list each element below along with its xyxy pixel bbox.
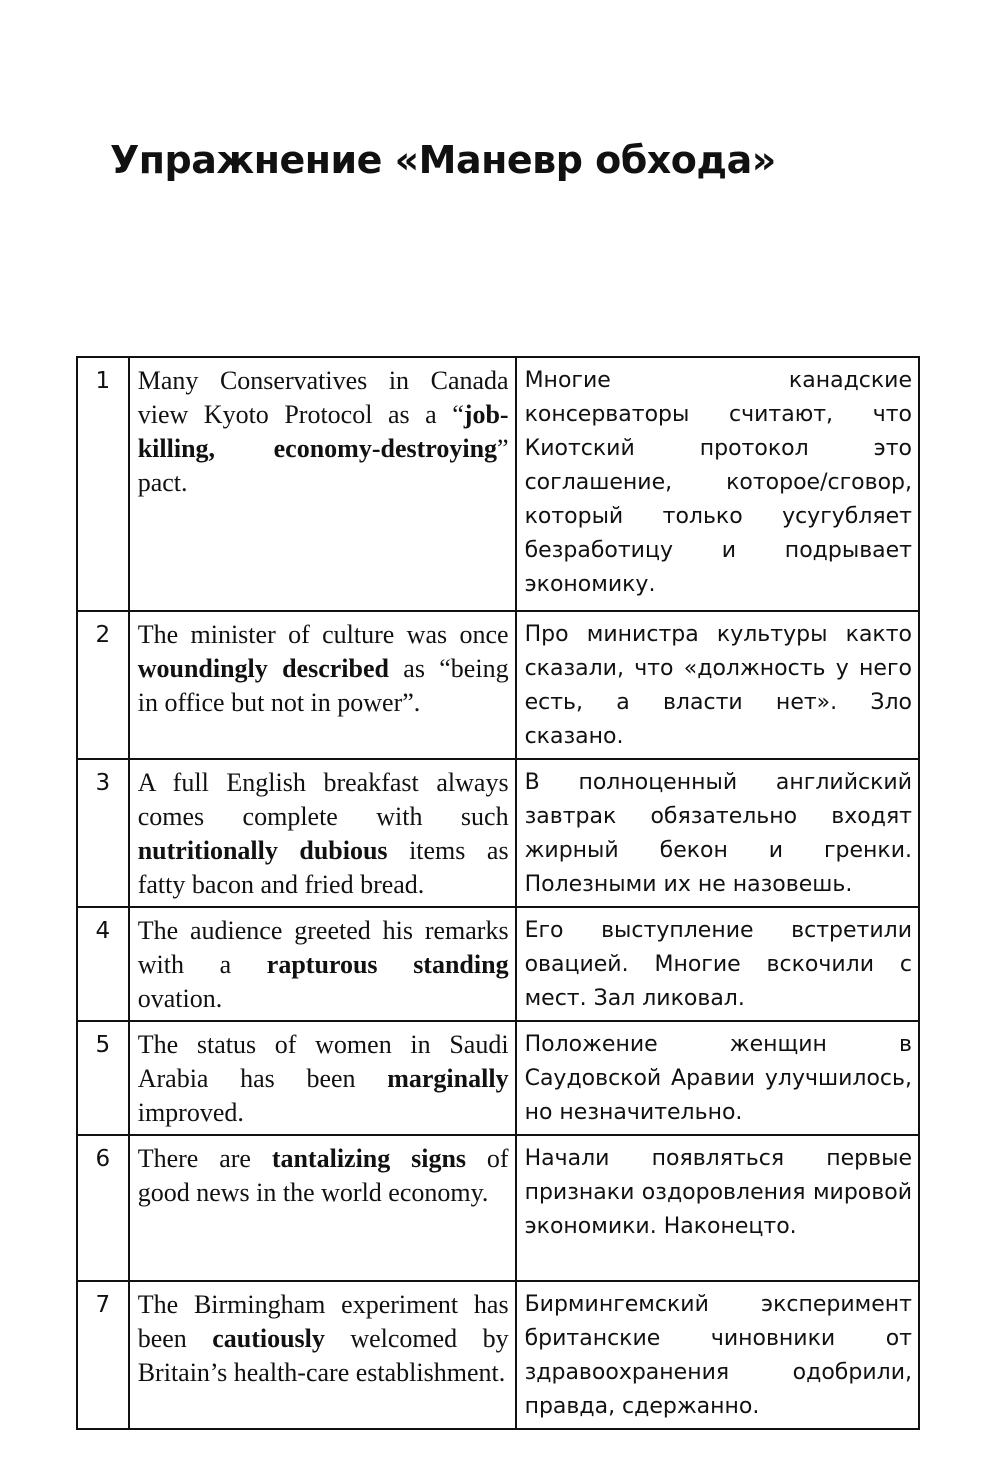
russian-translation: Бирмингемский эксперимент британские чиновники от здравоохранения одобрили, правда, сдержанно. bbox=[516, 1281, 919, 1429]
row-number: 5 bbox=[77, 1021, 129, 1135]
row-number: 1 bbox=[77, 357, 129, 611]
row-number: 6 bbox=[77, 1135, 129, 1281]
highlighted-phrase: cautiously bbox=[212, 1324, 325, 1353]
english-sentence: Many Conservatives in Canada view Kyoto Protocol as a “job-killing, economy-destroying” pact. bbox=[129, 357, 516, 611]
table-row bbox=[77, 1135, 919, 1281]
english-sentence: The status of women in Saudi Arabia has been marginally improved. bbox=[129, 1021, 516, 1135]
english-sentence: There are tantalizing signs of good news in the world economy. bbox=[129, 1135, 516, 1281]
russian-translation: Про министра культуры както сказали, что «должность у него есть, а власти нет». Зло сказано. bbox=[516, 611, 919, 759]
table-row bbox=[77, 759, 919, 907]
row-number: 2 bbox=[77, 611, 129, 759]
row-number: 7 bbox=[77, 1281, 129, 1429]
english-sentence: A full English breakfast always comes complete with such nutritionally dubious items as fatty bacon and fried bread. bbox=[129, 759, 516, 907]
russian-translation: Его выступление встретили овацией. Многие вскочили с мест. Зал ликовал. bbox=[516, 907, 919, 1021]
table-row bbox=[77, 1281, 919, 1429]
highlighted-phrase: woundingly described bbox=[137, 654, 389, 683]
table-row bbox=[77, 1021, 919, 1135]
russian-translation: Положение женщин в Саудовской Аравии улучшилось, но незначительно. bbox=[516, 1021, 919, 1135]
english-sentence: The minister of culture was once woundingly described as “being in office but not in power”. bbox=[129, 611, 516, 759]
english-sentence: The audience greeted his remarks with a rapturous standing ovation. bbox=[129, 907, 516, 1021]
highlighted-phrase: tantalizing signs bbox=[271, 1144, 467, 1173]
highlighted-phrase: marginally bbox=[387, 1064, 509, 1093]
exercise-table bbox=[76, 356, 920, 1430]
highlighted-phrase: rapturous standing bbox=[266, 950, 509, 979]
highlighted-phrase: nutritionally dubious bbox=[137, 836, 388, 865]
table-row bbox=[77, 357, 919, 611]
row-number: 4 bbox=[77, 907, 129, 1021]
table-row bbox=[77, 611, 919, 759]
english-sentence: The Birmingham experiment has been cautiously welcomed by Britain’s health-care establishment. bbox=[129, 1281, 516, 1429]
row-number: 3 bbox=[77, 759, 129, 907]
russian-translation: Многие канадские консерваторы считают, что Киотский протокол это соглашение, которое/сговор, который только усугубляет безработицу и подрывает экономику. bbox=[516, 357, 919, 611]
russian-translation: Начали появляться первые признаки оздоровления мировой экономики. Наконецто. bbox=[516, 1135, 919, 1281]
russian-translation: В полноценный английский завтрак обязательно входят жирный бекон и гренки. Полезными их не назовешь. bbox=[516, 759, 919, 907]
page-title: Упражнение «Маневр обхода» bbox=[110, 138, 776, 182]
table-row bbox=[77, 907, 919, 1021]
highlighted-phrase: job-killing, economy-destroying bbox=[137, 400, 509, 463]
